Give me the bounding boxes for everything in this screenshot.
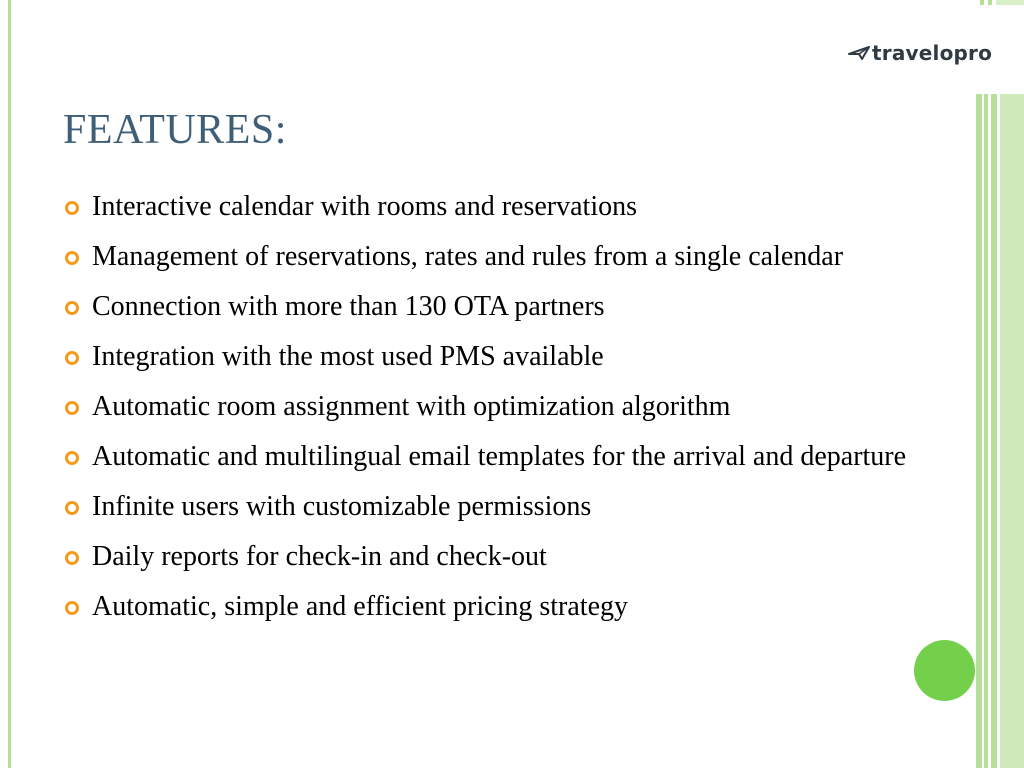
list-item: [62, 538, 920, 575]
logo-text: travelopro: [872, 41, 993, 65]
list-item: [62, 338, 920, 375]
list-item: [62, 238, 920, 275]
list-item-text: Integration with the most used PMS available: [92, 341, 604, 372]
ring-bullet-icon: [65, 401, 79, 415]
right-decorative-stripes: [976, 94, 1024, 768]
list-item: [62, 388, 920, 425]
list-item-text: Daily reports for check-in and check-out: [92, 541, 547, 572]
list-item: [62, 188, 920, 225]
list-item-text: Management of reservations, rates and rules from a single calendar: [92, 241, 844, 272]
top-right-stripes: [980, 0, 1024, 5]
ring-bullet-icon: [65, 601, 79, 615]
list-item: [62, 488, 920, 525]
list-item-text: Connection with more than 130 OTA partners: [92, 291, 605, 322]
list-item-text: Automatic room assignment with optimization algorithm: [92, 391, 731, 422]
ring-bullet-icon: [65, 551, 79, 565]
list-item-text: Automatic and multilingual email templates for the arrival and departure: [92, 441, 907, 472]
travelopro-logo: [848, 38, 992, 68]
slide-title: FEATURES:: [63, 107, 287, 153]
ring-bullet-icon: [65, 201, 79, 215]
feature-list: [62, 188, 920, 638]
green-circle-decoration: [914, 640, 975, 701]
list-item-text: Automatic, simple and efficient pricing strategy: [92, 591, 628, 622]
left-border-line: [8, 0, 11, 768]
list-item: [62, 288, 920, 325]
ring-bullet-icon: [65, 301, 79, 315]
ring-bullet-icon: [65, 351, 79, 365]
ring-bullet-icon: [65, 451, 79, 465]
paper-plane-icon: [848, 45, 870, 61]
list-item-text: Infinite users with customizable permissions: [92, 491, 592, 522]
list-item-text: Interactive calendar with rooms and reservations: [92, 191, 638, 222]
ring-bullet-icon: [65, 501, 79, 515]
ring-bullet-icon: [65, 251, 79, 265]
list-item: [62, 588, 920, 625]
list-item: [62, 438, 920, 475]
